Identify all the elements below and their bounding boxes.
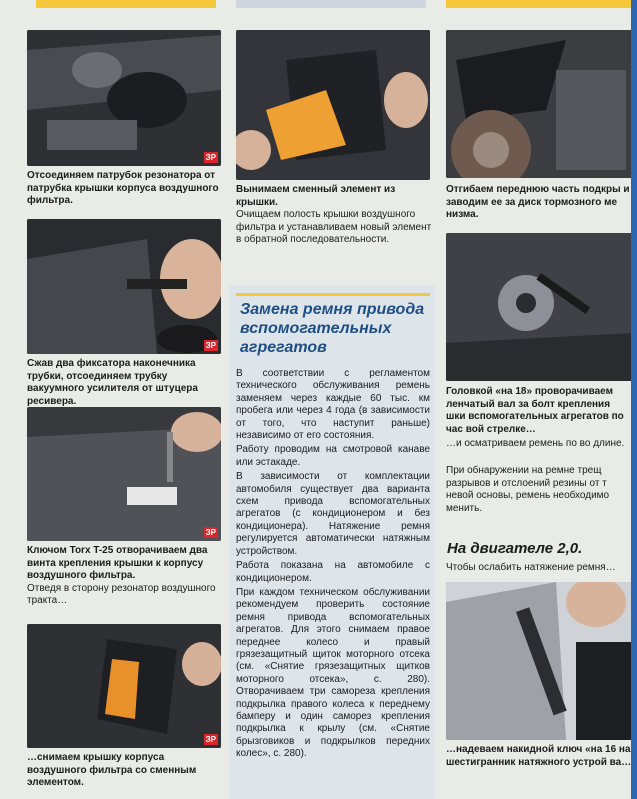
- top-accent-bar-mid: [236, 0, 426, 8]
- paragraph: Работу проводим на смотровой канаве или эстакаде.: [236, 444, 430, 468]
- caption-left-2: Сжав два фиксатора наконечника трубки, отсоединяем трубку вакуумного усилителя от штуцера ресивера.: [27, 358, 198, 407]
- top-accent-bar: [36, 0, 216, 8]
- caption-right-3: …и осматриваем ремень по во длине.: [446, 438, 625, 449]
- photo-vacuum-tube: [27, 219, 221, 354]
- caption-right-5: Чтобы ослабить натяжение ремня…: [446, 562, 616, 573]
- badge: ЗР: [205, 735, 216, 744]
- page-edge: [631, 0, 637, 799]
- photo-torx-screws: [27, 407, 221, 541]
- paragraph: В соответствии с регламентом технического обслуживания ремень заменяем через каждые 60 тыс. км пробега или через 4 года (в зависимости от того, что наступит раньше) независимо от его состояния.: [236, 368, 430, 442]
- caption-right-1: Отгибаем переднюю часть подкры и заводим ее за диск тормозного ме низма.: [446, 184, 630, 220]
- photo-filter-cover: [27, 624, 221, 748]
- badge: ЗР: [205, 341, 216, 350]
- caption-right-2: Головкой «на 18» проворачиваем ленчатый вал за болт крепления шки вспомогательных агрегатов по час вой стрелке…: [446, 386, 624, 435]
- photo-resonator-pipe: [27, 30, 221, 166]
- caption-left-3: Ключом Torx T-25 отворачиваем два винта крепления крышки к корпусу воздушного фильтра. Отведя в сторону резонатор воздушного тракта…: [27, 545, 216, 606]
- photo-crankshaft: [446, 233, 632, 381]
- heading-rule: [236, 293, 430, 296]
- caption-right-6: …надеваем накидной ключ «на 16 на шестигранник натяжного устрой ва…: [446, 744, 632, 768]
- section-body: [236, 368, 430, 763]
- top-accent-bar-right: [446, 0, 632, 8]
- caption-left-1: Отсоединяем патрубок резонатора от патрубка крышки корпуса воздушного фильтра.: [27, 170, 219, 206]
- caption-right-4: При обнаружении на ремне трещ разрывов и отслоений резины от т невой основы, ремень необходимо менить.: [446, 465, 610, 514]
- photo-wheel-arch: [446, 30, 632, 178]
- caption-left-4: …снимаем крышку корпуса воздушного фильтра со сменным элементом.: [27, 752, 197, 788]
- photo-filter-element: [236, 30, 430, 180]
- caption-mid-1: Вынимаем сменный элемент из крышки. Очищаем полость крышки воздушного фильтра и устанавливаем новый элемент в обратной последовательности.: [236, 184, 432, 245]
- paragraph: В зависимости от комплектации автомобиля существует два варианта схем привода вспомогательных агрегатов (с кондиционером и без кондиционера). Натяжение ремня регулируется автоматически натяжным устройством.: [236, 471, 430, 557]
- badge: ЗР: [205, 528, 216, 537]
- engine-subheading: На двигателе 2,0.: [447, 540, 583, 557]
- paragraph: Работа показана на автомобиле с кондиционером.: [236, 560, 430, 584]
- badge: ЗР: [205, 153, 216, 162]
- section-heading: Замена ремня привода вспомогательных агрегатов: [240, 301, 425, 356]
- photo-tensioner-wrench: [446, 582, 632, 740]
- paragraph: При каждом техническом обслуживании рекомендуем проверить состояние ремня привода вспомогательных агрегатов. Для этого снимаем правое переднее колесо и правый грязезащитный щиток моторного отсека (см. «Снятие грязезащитных щитков моторного отсека», с. 280). Отворачиваем три самореза крепления подкрылка правого колеса к переднему бамперу и один саморез крепления подкрылка к крылу (см. «Снятие брызговиков и подкрылков передних колес», с. 280).: [236, 586, 430, 760]
